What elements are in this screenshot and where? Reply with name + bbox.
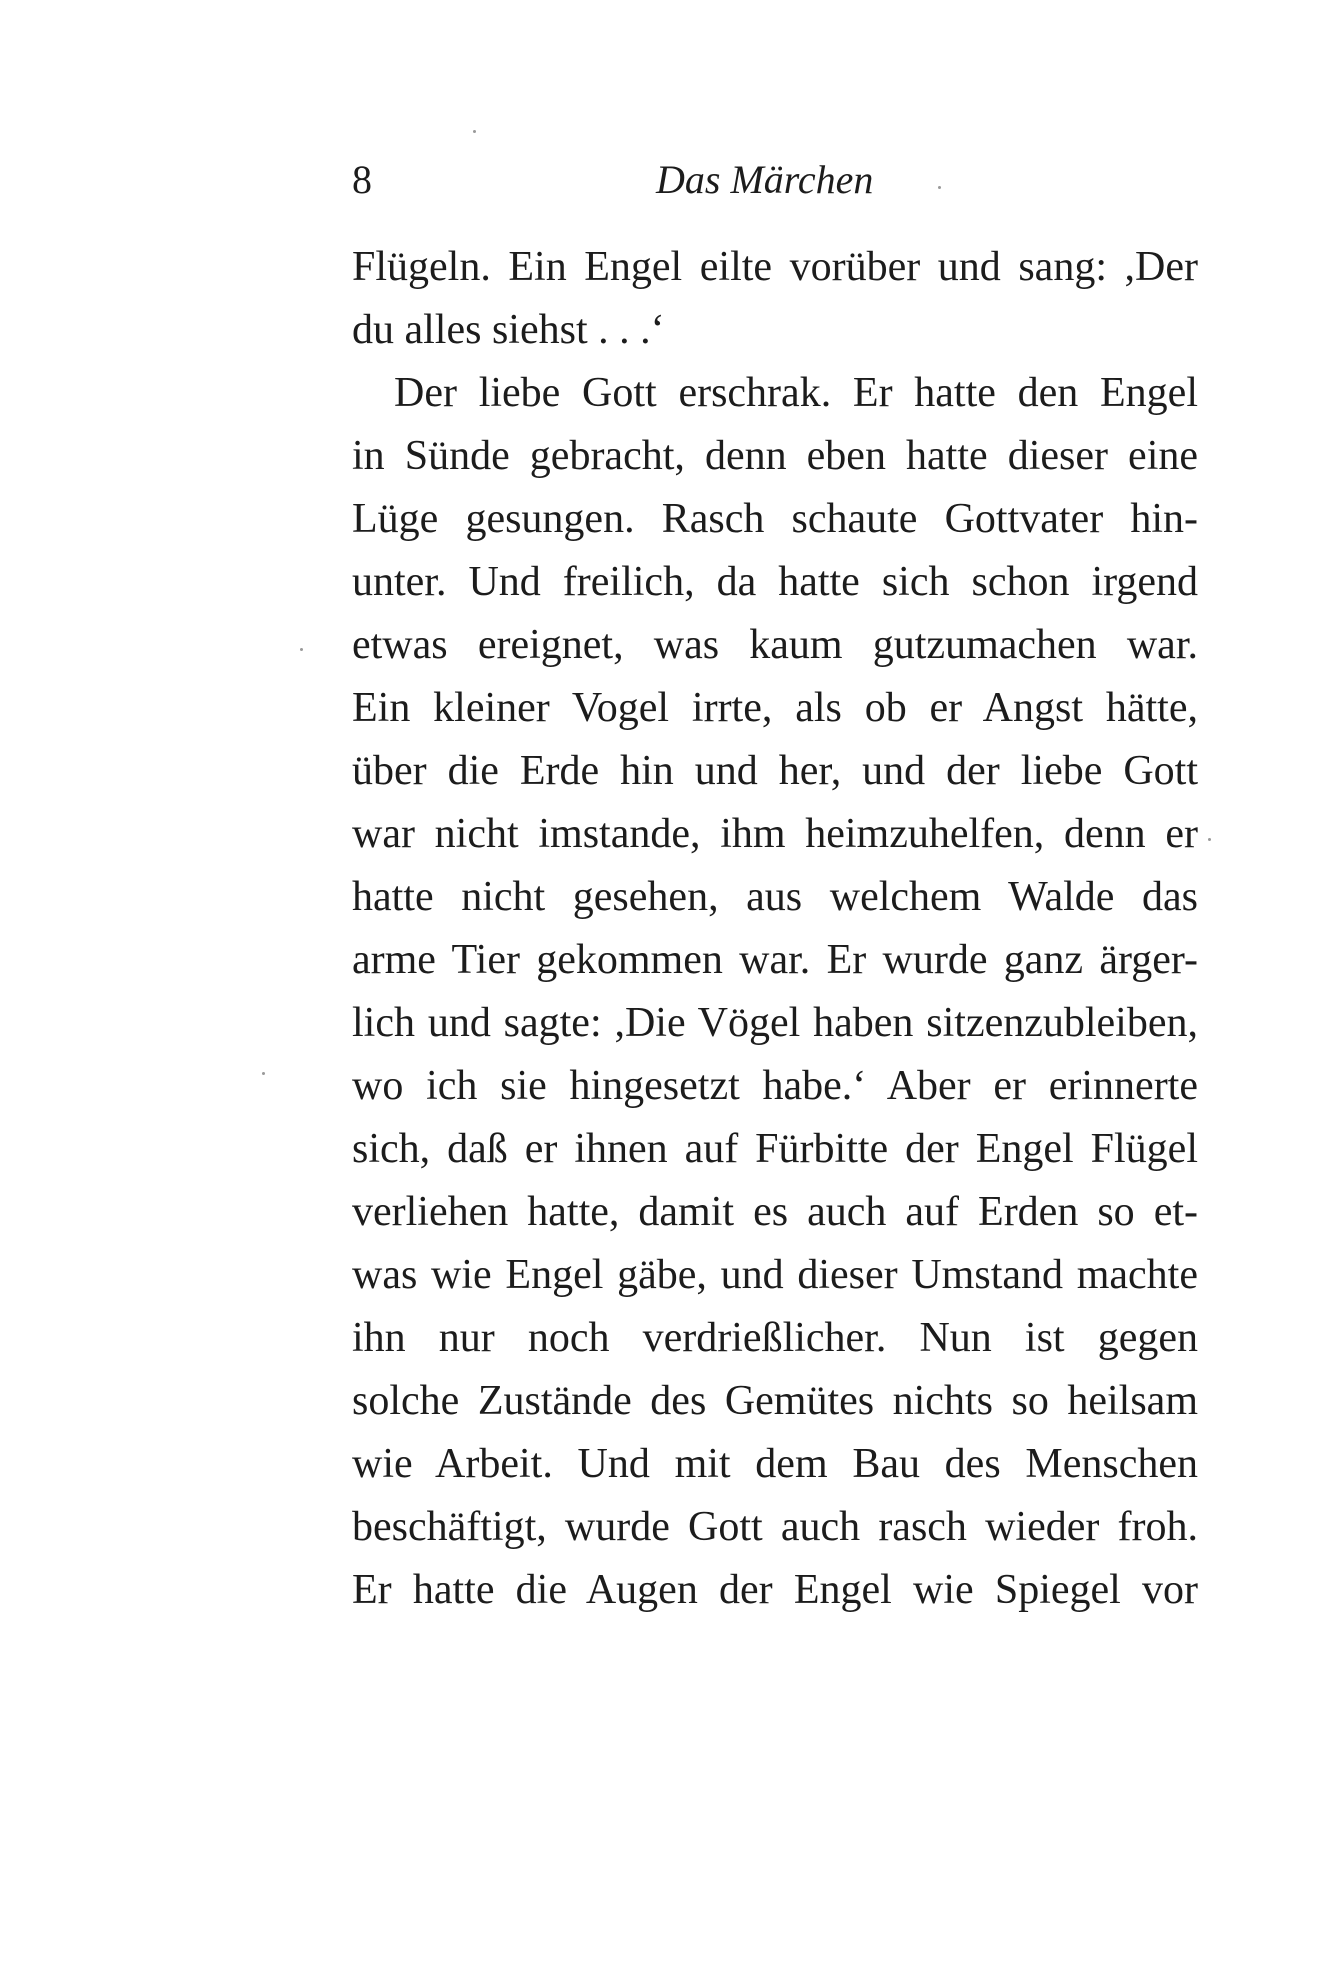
scan-speck [1208, 838, 1211, 841]
text-line: Er hatte die Augen der Engel wie Spiegel vor [352, 1567, 1198, 1613]
text-line: hatte nicht gesehen, aus welchem Walde das [352, 874, 1198, 920]
running-head-title: Das Märchen [656, 157, 874, 202]
text-line: was wie Engel gäbe, und dieser Umstand machte [352, 1252, 1198, 1298]
scan-speck [300, 648, 303, 651]
scan-speck [262, 1072, 265, 1075]
text-line: wo ich sie hingesetzt habe.‘ Aber er erinnerte [352, 1063, 1198, 1109]
scan-speck [938, 186, 941, 189]
scan-speck [473, 130, 476, 133]
text-line: beschäftigt, wurde Gott auch rasch wieder froh. [352, 1504, 1198, 1550]
text-line: Ein kleiner Vogel irrte, als ob er Angst hätte, [352, 685, 1198, 731]
text-line: Lüge gesungen. Rasch schaute Gottvater hin- [352, 496, 1198, 542]
text-line: Der liebe Gott erschrak. Er hatte den Engel [394, 370, 1198, 416]
text-line: sich, daß er ihnen auf Fürbitte der Engel Flügel [352, 1126, 1198, 1172]
body-text [352, 236, 1198, 1622]
text-line: solche Zustände des Gemütes nichts so heilsam [352, 1378, 1198, 1424]
text-line: etwas ereignet, was kaum gutzumachen war. [352, 622, 1198, 668]
running-head [352, 150, 1198, 210]
text-line: unter. Und freilich, da hatte sich schon irgend [352, 559, 1198, 605]
text-line: über die Erde hin und her, und der liebe Gott [352, 748, 1198, 794]
text-line: arme Tier gekommen war. Er wurde ganz ärger- [352, 937, 1198, 983]
text-line: verliehen hatte, damit es auch auf Erden so et- [352, 1189, 1198, 1235]
text-line: wie Arbeit. Und mit dem Bau des Menschen [352, 1441, 1198, 1487]
text-line: lich und sagte: ,Die Vögel haben sitzenzubleiben, [352, 1000, 1198, 1046]
text-line: Flügeln. Ein Engel eilte vorüber und sang: ,Der [352, 244, 1198, 290]
page-number: 8 [352, 157, 372, 202]
text-line: war nicht imstande, ihm heimzuhelfen, denn er [352, 811, 1198, 857]
text-line: ihn nur noch verdrießlicher. Nun ist gegen [352, 1315, 1198, 1361]
text-line: du alles siehst . . .‘ [352, 307, 665, 353]
text-line: in Sünde gebracht, denn eben hatte dieser eine [352, 433, 1198, 479]
